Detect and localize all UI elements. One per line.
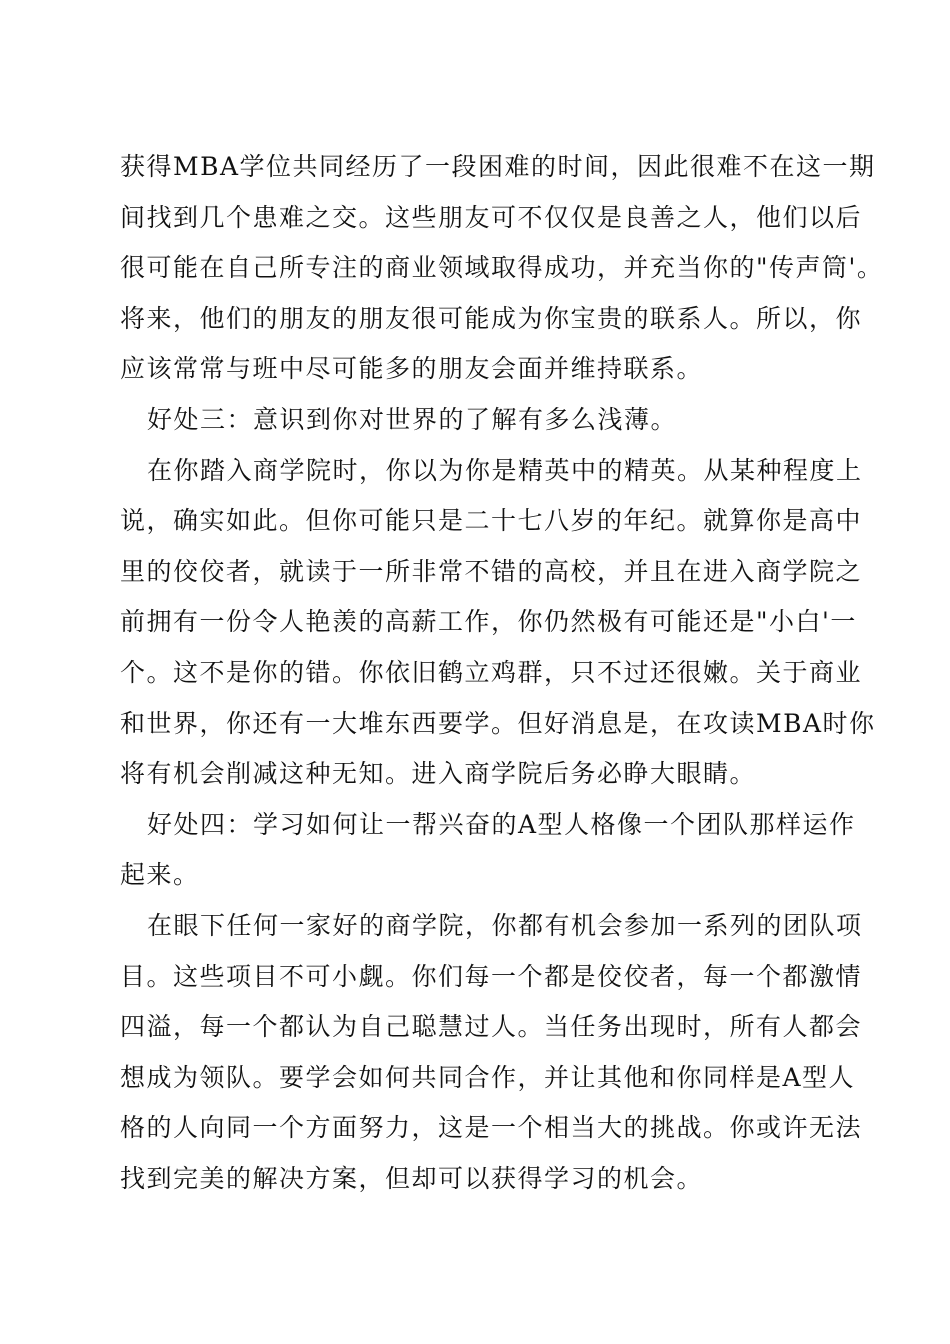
- section-heading-benefit-four: 好处四：学习如何让一帮兴奋的A型人格像一个团队那样运作: [147, 809, 856, 839]
- text-line: 起来。: [120, 860, 200, 890]
- text-line: 四溢，每一个都认为自己聪慧过人。当任务出现时，所有人都会: [120, 1012, 863, 1042]
- text-line: 应该常常与班中尽可能多的朋友会面并维持联系。: [120, 354, 704, 384]
- text-line: 很可能在自己所专注的商业领域取得成功，并充当你的"传声筒'。: [120, 253, 884, 283]
- text-line: 说，确实如此。但你可能只是二十七八岁的年纪。就算你是高中: [120, 506, 863, 536]
- text-line: 个。这不是你的错。你依旧鹤立鸡群，只不过还很嫩。关于商业: [120, 657, 863, 687]
- text-line: 在眼下任何一家好的商学院，你都有机会参加一系列的团队项: [147, 910, 863, 940]
- text-line: 将来，他们的朋友的朋友很可能成为你宝贵的联系人。所以，你: [120, 303, 863, 333]
- text-line: 想成为领队。要学会如何共同合作，并让其他和你同样是A型人: [120, 1062, 856, 1092]
- text-line: 在你踏入商学院时，你以为你是精英中的精英。从某种程度上: [147, 455, 863, 485]
- body-text: [120, 142, 884, 1204]
- text-line: 将有机会削减这种无知。进入商学院后务必睁大眼睛。: [120, 759, 757, 789]
- text-line: 里的佼佼者，就读于一所非常不错的高校，并且在进入商学院之: [120, 556, 863, 586]
- text-line: 目。这些项目不可小觑。你们每一个都是佼佼者，每一个都激情: [120, 961, 863, 991]
- section-heading-benefit-three: 好处三：意识到你对世界的了解有多么浅薄。: [147, 404, 678, 434]
- text-line: 和世界，你还有一大堆东西要学。但好消息是，在攻读MBA时你: [120, 708, 876, 738]
- text-line: 找到完美的解决方案，但却可以获得学习的机会。: [120, 1163, 704, 1193]
- text-line: 格的人向同一个方面努力，这是一个相当大的挑战。你或许无法: [120, 1113, 863, 1143]
- text-line: 获得MBA学位共同经历了一段困难的时间，因此很难不在这一期: [120, 152, 876, 181]
- text-line: 前拥有一份令人艳羡的高薪工作，你仍然极有可能还是"小白'一: [120, 607, 857, 637]
- text-line: 间找到几个患难之交。这些朋友可不仅仅是良善之人，他们以后: [120, 202, 863, 232]
